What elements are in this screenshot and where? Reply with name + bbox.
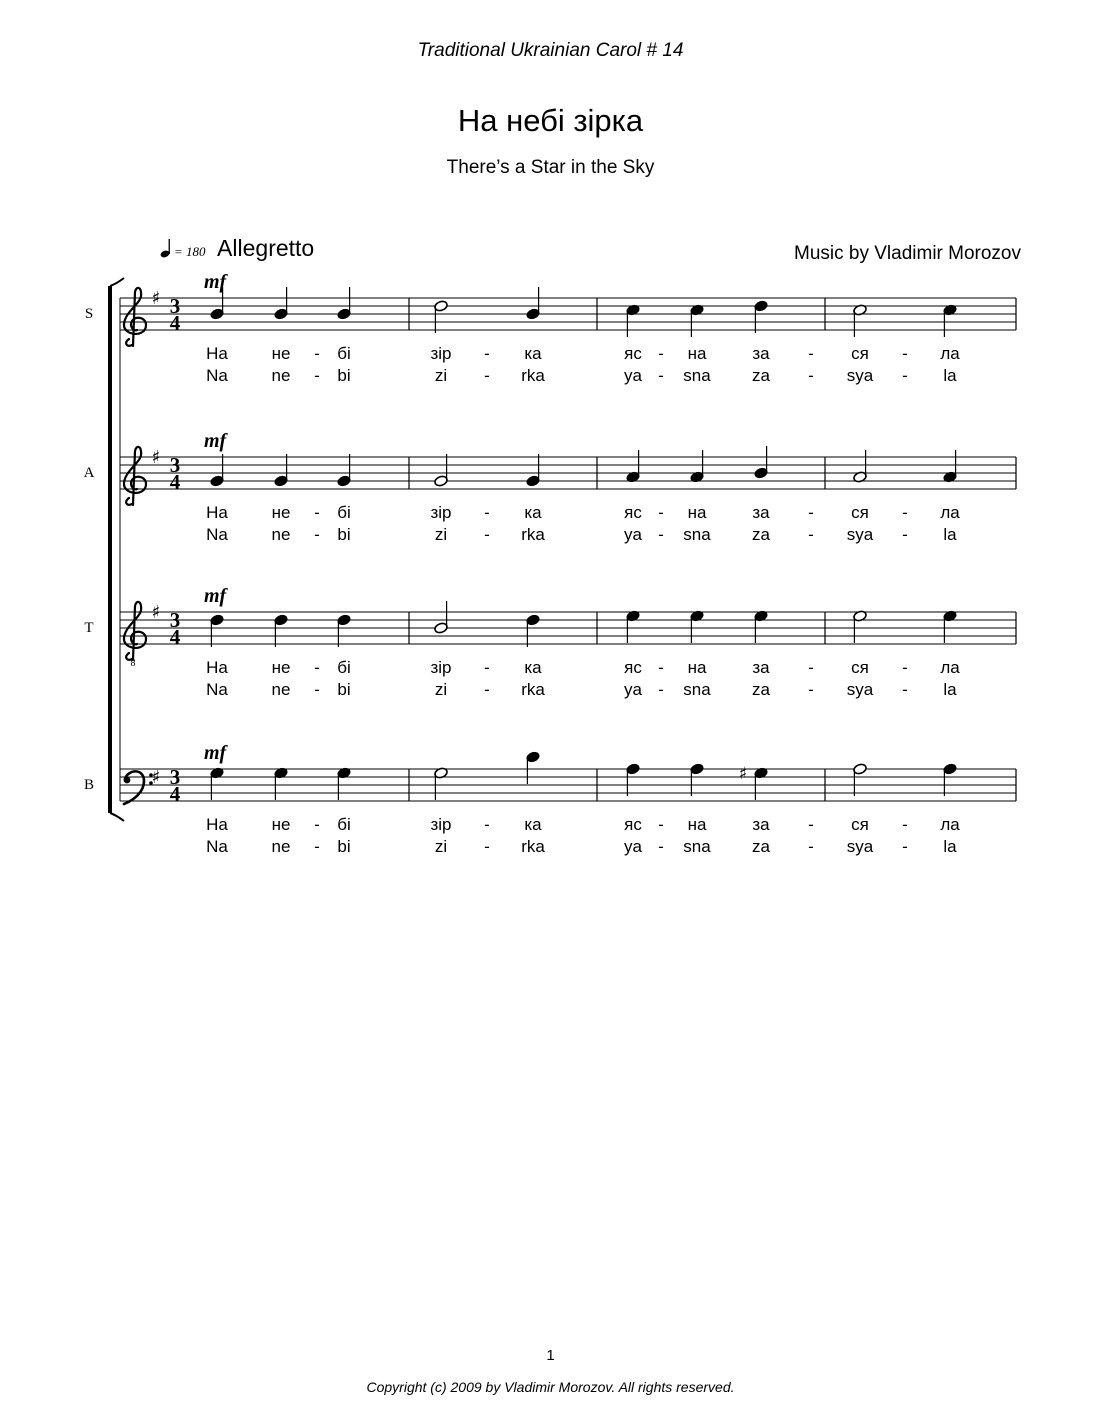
lyric-latin: - (314, 366, 320, 385)
time-signature-bottom: 4 (169, 311, 181, 335)
lyric-cyrillic: ка (524, 815, 542, 834)
lyric-latin: rka (521, 525, 545, 544)
lyric-cyrillic: ка (524, 344, 542, 363)
lyric-latin: Na (206, 366, 228, 385)
note (337, 287, 352, 320)
dynamic-marking: mf (204, 430, 227, 452)
note (626, 450, 641, 483)
lyric-cyrillic: за (752, 815, 770, 834)
time-signature-bottom: 4 (169, 782, 181, 806)
treble-clef-icon (124, 288, 146, 346)
lyric-cyrillic: - (658, 815, 664, 834)
note (853, 450, 868, 483)
staff-soprano (85, 271, 1016, 385)
lyric-latin: ne (271, 525, 291, 544)
lyric-latin: zi (434, 837, 448, 856)
composer-credit: Music by Vladimir Morozov (794, 243, 1021, 264)
lyric-latin: Na (206, 837, 228, 856)
lyric-latin: za (752, 680, 770, 699)
lyric-latin: ne (271, 366, 291, 385)
lyric-cyrillic: зір (430, 658, 452, 677)
lyric-cyrillic: На (206, 658, 228, 677)
part-label: B (83, 777, 95, 793)
staff-alto (84, 430, 1016, 544)
lyric-cyrillic: на (687, 815, 707, 834)
lyric-cyrillic: зір (430, 815, 452, 834)
lyric-latin: - (808, 837, 814, 856)
lyric-cyrillic: бі (337, 658, 351, 677)
lyric-latin: - (658, 525, 664, 544)
lyric-cyrillic: яс (624, 815, 642, 834)
note (274, 454, 289, 487)
lyric-latin: la (943, 837, 957, 856)
lyric-latin: sna (683, 680, 711, 699)
lyric-cyrillic: бі (337, 344, 351, 363)
lyric-latin: Na (206, 680, 228, 699)
note (274, 287, 289, 320)
lyric-latin: - (658, 680, 664, 699)
lyric-cyrillic: - (902, 658, 908, 677)
lyric-latin: zi (434, 366, 448, 385)
tempo-value: = 180 (174, 244, 206, 259)
lyric-latin: zi (434, 525, 448, 544)
lyric-cyrillic: - (484, 658, 490, 677)
lyric-latin: ya (624, 525, 642, 544)
lyric-latin: - (808, 680, 814, 699)
lyric-cyrillic: - (808, 344, 814, 363)
lyric-latin: za (752, 525, 770, 544)
lyric-latin: za (752, 837, 770, 856)
part-label: T (84, 620, 94, 636)
bracket-hook-top (110, 278, 124, 286)
lyric-latin: - (484, 525, 490, 544)
lyric-cyrillic: ла (940, 658, 960, 677)
lyric-latin: bi (337, 837, 351, 856)
lyric-latin: rka (521, 680, 545, 699)
key-signature-sharp: ♯ (151, 767, 161, 788)
bass-clef-icon (124, 771, 144, 804)
note (853, 763, 868, 796)
lyric-latin: - (484, 366, 490, 385)
lyric-cyrillic: ся (851, 503, 869, 522)
lyric-cyrillic: На (206, 503, 228, 522)
lyric-cyrillic: ка (524, 503, 542, 522)
lyric-cyrillic: ся (851, 658, 869, 677)
lyric-cyrillic: за (752, 344, 770, 363)
staff-bass (84, 742, 1016, 856)
lyric-cyrillic: - (902, 503, 908, 522)
lyric-cyrillic: ла (940, 344, 960, 363)
note (754, 446, 769, 479)
note (943, 610, 958, 643)
note (943, 304, 958, 337)
part-label: A (83, 465, 95, 481)
system-bracket (108, 286, 112, 813)
lyric-cyrillic: яс (624, 503, 642, 522)
dynamic-marking: mf (204, 585, 227, 607)
time-signature-top: 3 (169, 294, 181, 318)
lyric-latin: sya (846, 525, 874, 544)
lyric-latin: - (808, 366, 814, 385)
lyric-cyrillic: - (658, 503, 664, 522)
time-signature-top: 3 (169, 608, 181, 632)
lyric-latin: - (484, 680, 490, 699)
lyric-latin: sya (846, 837, 874, 856)
note (943, 450, 958, 483)
note (526, 287, 541, 320)
staff-tenor (84, 585, 1016, 699)
lyric-cyrillic: ка (524, 658, 542, 677)
time-signature-bottom: 4 (169, 625, 181, 649)
lyric-cyrillic: за (752, 658, 770, 677)
note (626, 610, 641, 643)
piece-title: На небі зірка (457, 103, 644, 138)
copyright-notice: Copyright (c) 2009 by Vladimir Morozov. All rights reserved. (366, 1379, 735, 1395)
lyric-latin: - (902, 525, 908, 544)
lyric-latin: sna (683, 525, 711, 544)
time-signature-top: 3 (169, 765, 181, 789)
key-signature-sharp: ♯ (151, 288, 161, 309)
note (274, 614, 289, 647)
lyric-cyrillic: На (206, 815, 228, 834)
lyric-latin: ne (271, 837, 291, 856)
lyric-latin: - (658, 837, 664, 856)
lyric-latin: sya (846, 680, 874, 699)
lyric-latin: za (752, 366, 770, 385)
lyric-cyrillic: ся (851, 344, 869, 363)
lyric-cyrillic: ся (851, 815, 869, 834)
lyric-latin: bi (337, 680, 351, 699)
lyric-cyrillic: - (484, 815, 490, 834)
note (337, 454, 352, 487)
lyric-cyrillic: ла (940, 815, 960, 834)
lyric-cyrillic: на (687, 503, 707, 522)
lyric-cyrillic: - (808, 658, 814, 677)
lyric-cyrillic: - (314, 503, 320, 522)
lyric-cyrillic: яс (624, 658, 642, 677)
lyric-cyrillic: - (808, 503, 814, 522)
note (434, 300, 449, 333)
lyric-cyrillic: - (902, 344, 908, 363)
lyric-latin: la (943, 366, 957, 385)
lyric-cyrillic: на (687, 658, 707, 677)
treble-clef-icon (124, 447, 146, 505)
lyric-latin: sya (846, 366, 874, 385)
lyric-latin: - (314, 525, 320, 544)
lyric-cyrillic: не (271, 815, 291, 834)
note (526, 454, 541, 487)
note (943, 763, 958, 796)
lyric-latin: - (314, 837, 320, 856)
key-signature-sharp: ♯ (151, 602, 161, 623)
lyric-latin: - (902, 837, 908, 856)
note (434, 601, 449, 634)
note (274, 767, 289, 800)
note (526, 614, 541, 647)
note (626, 304, 641, 337)
lyric-cyrillic: зір (430, 344, 452, 363)
lyric-cyrillic: - (658, 344, 664, 363)
tempo-text: Allegretto (217, 235, 315, 261)
note (434, 767, 449, 800)
lyric-latin: ya (624, 837, 642, 856)
bass-clef-dot (124, 777, 131, 784)
lyric-cyrillic: - (658, 658, 664, 677)
lyric-latin: ya (624, 366, 642, 385)
lyric-latin: - (484, 837, 490, 856)
lyric-cyrillic: яс (624, 344, 642, 363)
lyric-cyrillic: зір (430, 503, 452, 522)
lyric-cyrillic: - (484, 503, 490, 522)
lyric-cyrillic: за (752, 503, 770, 522)
lyric-cyrillic: - (902, 815, 908, 834)
lyric-latin: sna (683, 366, 711, 385)
note (526, 751, 541, 784)
lyric-latin: ne (271, 680, 291, 699)
lyric-cyrillic: - (314, 815, 320, 834)
time-signature-top: 3 (169, 453, 181, 477)
lyric-cyrillic: бі (337, 503, 351, 522)
note (754, 610, 769, 643)
lyric-cyrillic: - (314, 344, 320, 363)
series-title: Traditional Ukrainian Carol # 14 (417, 40, 684, 61)
note (210, 767, 225, 800)
lyric-cyrillic: не (271, 344, 291, 363)
lyric-latin: ya (624, 680, 642, 699)
note (337, 767, 352, 800)
bracket-hook-bottom (110, 813, 124, 821)
lyric-latin: rka (521, 837, 545, 856)
lyric-cyrillic: - (484, 344, 490, 363)
lyric-latin: la (943, 525, 957, 544)
dynamic-marking: mf (204, 271, 227, 293)
lyric-latin: Na (206, 525, 228, 544)
note (853, 610, 868, 643)
lyric-latin: - (314, 680, 320, 699)
treble-clef-icon (124, 602, 146, 660)
note (690, 610, 705, 643)
part-label: S (84, 306, 94, 322)
note (754, 300, 769, 333)
lyric-latin: bi (337, 525, 351, 544)
lyric-latin: zi (434, 680, 448, 699)
lyric-latin: bi (337, 366, 351, 385)
lyric-cyrillic: не (271, 503, 291, 522)
lyric-cyrillic: На (206, 344, 228, 363)
lyric-latin: rka (521, 366, 545, 385)
time-signature-bottom: 4 (169, 470, 181, 494)
page-number: 1 (546, 1347, 555, 1364)
lyric-latin: - (902, 366, 908, 385)
note (853, 304, 868, 337)
piece-subtitle: There’s a Star in the Sky (446, 157, 655, 178)
note (626, 763, 641, 796)
lyric-latin: la (943, 680, 957, 699)
lyric-latin: sna (683, 837, 711, 856)
accidental-sharp: ♯ (738, 764, 748, 784)
note (210, 454, 225, 487)
lyric-latin: - (902, 680, 908, 699)
lyric-latin: - (658, 366, 664, 385)
lyric-cyrillic: бі (337, 815, 351, 834)
dynamic-marking: mf (204, 742, 227, 764)
lyric-cyrillic: ла (940, 503, 960, 522)
note (337, 614, 352, 647)
note (690, 304, 705, 337)
lyric-cyrillic: - (314, 658, 320, 677)
lyric-latin: - (808, 525, 814, 544)
lyric-cyrillic: на (687, 344, 707, 363)
note (690, 450, 705, 483)
note (434, 454, 449, 487)
octave-8-marker: 8 (130, 658, 136, 669)
lyric-cyrillic: - (808, 815, 814, 834)
note (690, 763, 705, 796)
lyric-cyrillic: не (271, 658, 291, 677)
note (210, 614, 225, 647)
key-signature-sharp: ♯ (151, 447, 161, 468)
